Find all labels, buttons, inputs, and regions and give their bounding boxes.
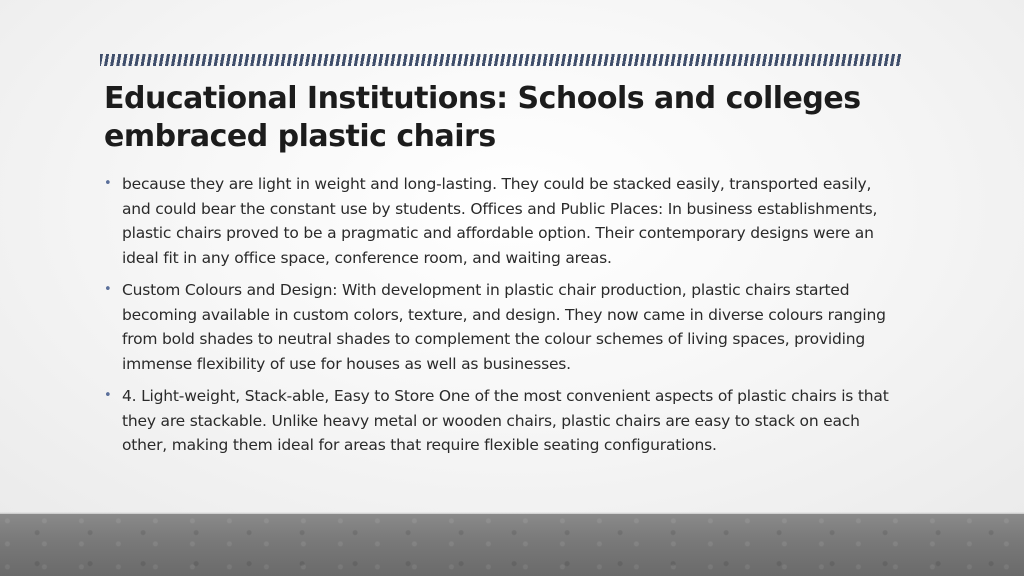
bullet-dot-icon: • bbox=[104, 388, 112, 403]
bullet-item bbox=[104, 172, 904, 270]
bullet-text: 4. Light-weight, Stack-able, Easy to Store One of the most convenient aspects of plastic chairs is that they are stackable. Unlike heavy metal or wooden chairs, plastic chairs are easy to stack on each other, making them ideal for areas that require flexible seating configurations. bbox=[122, 387, 889, 454]
bullet-item bbox=[104, 278, 904, 376]
bullet-text: because they are light in weight and long-lasting. They could be stacked easily, transported easily, and could bear the constant use by students. Offices and Public Places: In business establishments, plastic chairs proved to be a pragmatic and affordable option. Their contemporary designs were an ideal fit in any office space, conference room, and waiting areas. bbox=[122, 175, 878, 267]
bullet-text: Custom Colours and Design: With development in plastic chair production, plastic chairs started becoming available in custom colors, texture, and design. They now came in diverse colours ranging from bold shades to neutral shades to complement the colour schemes of living spaces, providing immense flexibility of use for houses as well as businesses. bbox=[122, 281, 886, 373]
decorative-stripe bbox=[100, 54, 902, 66]
slide-title: Educational Institutions: Schools and colleges embraced plastic chairs bbox=[104, 81, 861, 154]
bullet-dot-icon: • bbox=[104, 282, 112, 297]
bullet-item bbox=[104, 384, 904, 458]
bullet-list bbox=[104, 172, 904, 466]
bullet-dot-icon: • bbox=[104, 176, 112, 191]
concrete-floor-background bbox=[0, 514, 1024, 576]
